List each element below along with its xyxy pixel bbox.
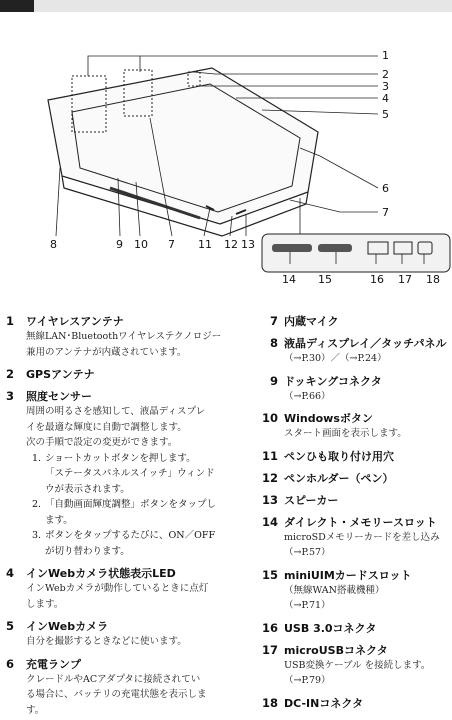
callout-bottom-8: 8 (50, 238, 57, 251)
description-line: （→P.57） (284, 547, 331, 558)
callout-7: 7 (382, 206, 389, 219)
description-line: インWebカメラが動作しているときに点灯 (26, 583, 209, 594)
item-number: 15 (261, 567, 278, 582)
item-11 (256, 448, 452, 464)
item-heading (256, 492, 452, 508)
step-line: 「ステータスパネルスイッチ」ウィンド (45, 468, 215, 479)
description-line: （→P.66） (284, 390, 331, 402)
item-5 (6, 618, 238, 650)
item-description (6, 329, 238, 360)
item-title: miniUIMカードスロット (284, 568, 412, 582)
step-line: ボタンをタップするたびに、ON／OFF (45, 530, 216, 541)
item-number: 17 (261, 642, 278, 657)
description-line: る場合に、バッテリの充電状態を表示しま (26, 689, 207, 700)
page-header-tab (0, 0, 34, 12)
callout-bottom-9: 9 (116, 238, 123, 251)
procedure-steps (6, 451, 238, 560)
callout-bottom-13: 13 (241, 238, 255, 251)
description-line: 自分を撮影するときなどに使います。 (26, 636, 187, 647)
description-line: イを最適な輝度に自動で調整します。 (26, 421, 187, 433)
item-heading (256, 470, 452, 486)
description-line: スタート画面を表示します。 (284, 428, 407, 439)
item-number: 3 (6, 389, 15, 403)
callout-4: 4 (382, 92, 389, 105)
callout-inset-16: 16 (370, 273, 384, 286)
callout-bottom-10: 10 (134, 238, 148, 251)
step-line: 「自動画面輝度調整」ボタンをタップし (45, 499, 217, 510)
item-1 (6, 313, 238, 360)
item-heading (256, 335, 452, 351)
item-heading (256, 410, 452, 426)
callout-1: 1 (382, 49, 389, 62)
item-title: Windowsボタン (284, 412, 373, 425)
callout-bottom-11: 11 (198, 238, 212, 251)
item-14 (256, 514, 452, 561)
item-title: GPSアンテナ (26, 368, 95, 381)
tablet-illustration (48, 68, 318, 236)
step-text (45, 497, 238, 528)
procedure-step (32, 528, 238, 559)
item-3 (6, 388, 238, 559)
item-number: 9 (269, 373, 278, 388)
description-line: 周囲の明るさを感知して、液晶ディスプレ (26, 406, 206, 417)
item-title: スピーカー (284, 493, 339, 507)
item-title: microUSBコネクタ (284, 643, 388, 657)
item-heading (6, 366, 238, 382)
item-description (256, 426, 452, 442)
item-number: 16 (261, 620, 278, 635)
description-line: （→P.30）／（→P.24） (284, 353, 387, 364)
item-heading (256, 448, 452, 464)
description-line: 次の手順で設定の変更ができます。 (26, 437, 178, 448)
item-number: 5 (6, 619, 15, 633)
step-text (45, 528, 238, 559)
callout-inset-14: 14 (282, 273, 296, 286)
item-10 (256, 410, 452, 442)
item-description (256, 389, 452, 405)
callout-bottom-12: 12 (224, 238, 238, 251)
item-title: DC-INコネクタ (284, 696, 364, 710)
item-title: 内蔵マイク (284, 315, 339, 328)
item-heading (256, 313, 452, 329)
item-2 (6, 366, 238, 382)
item-7 (256, 313, 452, 329)
item-18 (256, 695, 452, 711)
item-number: 18 (261, 695, 278, 710)
callout-bottom-7: 7 (168, 238, 175, 251)
item-title: 充電ランプ (26, 657, 81, 671)
item-description (6, 581, 238, 612)
step-number: 3. (32, 530, 42, 541)
callout-inset-15: 15 (318, 273, 332, 286)
description-line: （→P.71） (284, 600, 331, 611)
description-line: す。 (26, 704, 45, 716)
item-heading (6, 313, 238, 329)
item-heading (256, 620, 452, 636)
item-16 (256, 620, 452, 636)
item-number: 12 (261, 470, 278, 485)
item-description (256, 530, 452, 561)
description-line: 兼用のアンテナが内蔵されています。 (26, 346, 187, 358)
item-number: 2 (6, 367, 15, 381)
item-heading (256, 514, 452, 530)
item-heading (256, 642, 452, 658)
callout-3: 3 (382, 80, 389, 93)
description-line: クレードルやACアダプタに接続されてい (26, 673, 201, 685)
item-number: 7 (269, 314, 278, 328)
callout-2: 2 (382, 68, 389, 81)
item-title: ワイヤレスアンテナ (26, 315, 124, 328)
description-line: USB変換ケーブル を接続します。 (284, 659, 431, 671)
item-title: 液晶ディスプレイ／タッチパネル (284, 337, 447, 350)
item-number: 13 (261, 492, 278, 507)
item-8 (256, 335, 452, 367)
left-description-column (6, 313, 238, 718)
step-line: ます。 (45, 514, 73, 526)
procedure-step (32, 497, 238, 528)
port-inset (262, 234, 450, 272)
item-12 (256, 470, 452, 486)
step-line: ショートカットボタンを押します。 (45, 452, 196, 464)
item-title: USB 3.0コネクタ (284, 621, 377, 635)
item-description (256, 583, 452, 614)
procedure-step (32, 451, 238, 498)
description-line: microSDメモリーカードを差し込み (284, 531, 440, 543)
item-title: ドッキングコネクタ (284, 374, 382, 388)
item-number: 14 (261, 514, 278, 529)
item-15 (256, 567, 452, 614)
item-description (6, 404, 238, 451)
callout-inset-17: 17 (398, 273, 412, 286)
description-line: します。 (26, 598, 64, 610)
item-title: ダイレクト・メモリースロット (284, 515, 437, 529)
item-13 (256, 492, 452, 508)
item-heading (6, 388, 238, 404)
item-title: 照度センサー (26, 390, 92, 403)
item-number: 1 (6, 314, 15, 328)
step-number: 1. (32, 452, 42, 464)
tablet-diagram (0, 28, 452, 298)
page-header-bar (0, 0, 452, 12)
step-line: が切り替わります。 (45, 545, 130, 557)
item-number: 4 (6, 566, 15, 580)
item-description (6, 634, 238, 650)
item-number: 8 (269, 336, 278, 350)
item-description (6, 672, 238, 719)
item-heading (256, 373, 452, 389)
item-heading (6, 565, 238, 581)
step-text (45, 451, 238, 498)
item-title: インWebカメラ状態表示LED (26, 567, 176, 580)
item-heading (6, 656, 238, 672)
item-title: インWebカメラ (26, 620, 109, 633)
item-number: 11 (261, 448, 278, 463)
item-title: ペンひも取り付け用穴 (284, 449, 394, 463)
right-description-column (256, 313, 452, 711)
item-9 (256, 373, 452, 405)
item-4 (6, 565, 238, 612)
description-line: （→P.79） (284, 675, 331, 686)
description-line: 無線LAN･Bluetoothワイヤレステクノロジー (26, 331, 222, 342)
item-description (256, 351, 452, 367)
item-number: 10 (261, 411, 278, 425)
item-description (256, 658, 452, 689)
description-line: （無線WAN搭載機種） (284, 584, 385, 596)
item-17 (256, 642, 452, 689)
step-number: 2. (32, 499, 42, 510)
item-6 (6, 656, 238, 719)
callout-5: 5 (382, 108, 389, 121)
item-heading (6, 618, 238, 634)
step-line: ウが表示されます。 (45, 483, 130, 495)
item-number: 6 (6, 656, 15, 671)
item-title: ペンホルダー（ペン） (284, 471, 394, 485)
callout-6: 6 (382, 182, 389, 195)
item-heading (256, 567, 452, 583)
item-heading (256, 695, 452, 711)
callout-inset-18: 18 (426, 273, 440, 286)
